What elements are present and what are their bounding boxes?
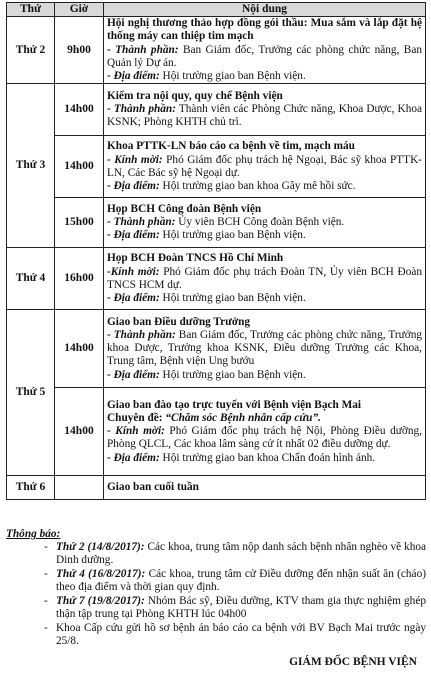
detail-text: Phó Giám đốc phụ trách hệ Ngoại, Bác sỹ khoa PTTK-LN, Các Bác sỹ hệ Ngoại dự. [107, 153, 422, 179]
event-title: Khoa PTTK-LN báo cáo ca bệnh về tim, mạch máu [107, 140, 355, 153]
table-row [7, 388, 426, 476]
content-cell [104, 388, 426, 476]
event-detail [107, 103, 422, 129]
notice-text: Các khoa, trung tâm cử Điều dưỡng đến nhận suất ăn (cháo) theo địa điểm và thời gian quy định. [56, 568, 426, 594]
list-item [6, 622, 426, 648]
list-item [6, 595, 426, 621]
detail-text: Phó Giám đốc phụ trách Đoàn TN, Ủy viên BCH Đoàn TNCS HCM dự. [107, 265, 423, 291]
table-row [7, 84, 426, 136]
table-row [7, 310, 426, 388]
notices-heading: Thông báo: [6, 528, 61, 540]
day-cell: Thứ 4 [7, 248, 55, 310]
event-detail [107, 216, 422, 229]
content-cell [104, 136, 426, 198]
detail-label: -Kính mời: [107, 265, 160, 278]
notice-date: Thứ 7 (19/8/2017): [56, 595, 145, 608]
time-cell: 16h00 [55, 248, 104, 310]
detail-label: - Thành phần: [107, 103, 176, 116]
detail-text: Hội trường giao ban Bệnh viện. [159, 291, 306, 304]
time-cell: 15h00 [55, 198, 104, 248]
content-cell [104, 248, 426, 310]
table-row [7, 17, 426, 84]
detail-label: - Địa điểm: [107, 179, 160, 192]
detail-text: Hội trường giao ban Bệnh viện. [159, 70, 306, 83]
detail-text: Phó Giám đốc phụ trách hệ Nội, Phòng Điều dưỡng, Phòng QLCL, Các khoa lâm sàng cử ít nhất 02 điều dưỡng dự. [107, 425, 422, 451]
detail-label: - Địa điểm: [107, 451, 160, 464]
detail-text: Thành viên các Phòng Chức năng, Khoa Dược, Khoa KSNK; Phòng KHTH chủ trì. [107, 103, 423, 129]
notice-date: Thứ 4 (16/8/2017): [56, 568, 146, 581]
detail-label: - Thành phần: [107, 328, 176, 341]
dash-bullet: - [44, 595, 48, 608]
header-content: Nội dung [104, 3, 426, 17]
event-detail [107, 44, 422, 70]
detail-text: Ủy viên BCH Công đoàn Bệnh viện. [175, 216, 345, 229]
time-cell: 14h00 [55, 310, 104, 388]
notices-section [6, 528, 426, 649]
table-row [7, 476, 426, 500]
notice-text: Các khoa, trung tâm nộp danh sách bệnh nhân nghèo về khoa Dinh dưỡng. [56, 541, 426, 567]
event-detail [107, 425, 422, 451]
list-item [6, 541, 426, 567]
detail-text: Hội trường giao ban Bệnh viện. [159, 229, 306, 242]
event-detail [107, 329, 422, 369]
weekly-schedule-table [6, 2, 426, 500]
dash-bullet: - [44, 621, 48, 634]
detail-text: Ban Giám đốc, Trưởng các phòng chức năng, Trưởng khoa Dược, Trưởng khoa KSNK, Điều dưỡng Trưởng các Khoa, Trung tâm, Bệnh viện Ung bướu [107, 328, 422, 368]
detail-label: - Kính mời: [107, 425, 165, 438]
content-cell [104, 310, 426, 388]
event-topic [107, 412, 422, 425]
event-title: Giao ban đào tạo trực tuyến với Bệnh viện Bạch Mai [107, 398, 362, 411]
day-cell: Thứ 5 [7, 310, 55, 476]
day-cell: Thứ 2 [7, 17, 55, 84]
event-detail [107, 292, 422, 305]
event-detail [107, 266, 422, 292]
event-title: Kiểm tra nội quy, quy chế Bệnh viện [107, 89, 283, 102]
detail-label: - Địa điểm: [107, 291, 160, 304]
notice-text: Khoa Cấp cứu gửi hồ sơ bệnh án báo cáo ca bệnh với BV Bạch Mai trước ngày 25/8. [56, 621, 426, 648]
topic-text: “Chăm sóc Bệnh nhân cấp cứu”. [165, 411, 321, 424]
time-cell [55, 476, 104, 500]
table-row [7, 198, 426, 248]
list-item [6, 568, 426, 594]
notice-date: Thứ 2 (14/8/2017): [56, 541, 145, 554]
header-day: Thứ [7, 3, 55, 17]
content-cell [104, 17, 426, 84]
header-time: Giờ [55, 3, 104, 17]
detail-label: - Kính mời: [107, 153, 163, 166]
detail-label: - Địa điểm: [107, 368, 160, 381]
time-cell: 14h00 [55, 84, 104, 136]
detail-text: Ban Giám đốc, Trưởng các phòng chức năng, Ban Quản lý Dự án. [107, 43, 422, 69]
event-detail [107, 229, 422, 242]
event-detail [107, 154, 422, 180]
event-title: Giao ban Điều dưỡng Trưởng [107, 315, 251, 328]
detail-text: Hội trường giao ban khoa Chẩn đoán hình ảnh. [159, 451, 376, 464]
event-title: Hội nghị thương thảo hợp đồng gói thầu: Mua sắm và lắp đặt hệ thống máy can thiệp tim mạch [107, 17, 422, 43]
detail-label: - Địa điểm: [107, 70, 160, 83]
content-cell [104, 84, 426, 136]
detail-text: Hội trường giao ban Bệnh viện. [159, 368, 306, 381]
dash-bullet: - [44, 568, 48, 581]
day-cell: Thứ 3 [7, 84, 55, 248]
event-title: Họp BCH Công đoàn Bệnh viện [107, 202, 262, 215]
content-cell [104, 476, 426, 500]
table-row [7, 248, 426, 310]
time-cell: 9h00 [55, 17, 104, 84]
event-detail [107, 70, 422, 83]
notices-list [6, 541, 426, 648]
detail-text: Hội trường giao ban khoa Gây mê hồi sức. [159, 179, 356, 192]
table-header-row [7, 3, 426, 17]
time-cell: 14h00 [55, 388, 104, 476]
detail-label: - Thành phần: [107, 43, 179, 56]
day-cell: Thứ 6 [7, 476, 55, 500]
event-title: Giao ban cuối tuần [107, 481, 199, 494]
table-row [7, 136, 426, 198]
dash-bullet: - [44, 541, 48, 554]
signature-title: GIÁM ĐỐC BỆNH VIỆN [289, 656, 417, 668]
time-cell: 14h00 [55, 136, 104, 198]
topic-prefix: Chuyên đề: [107, 411, 166, 424]
detail-label: - Thành phần: [107, 216, 176, 229]
content-cell [104, 198, 426, 248]
event-detail [107, 369, 422, 382]
detail-label: - Địa điểm: [107, 229, 160, 242]
event-detail [107, 180, 422, 193]
event-detail [107, 452, 422, 465]
event-title: Họp BCH Đoàn TNCS Hồ Chí Minh [107, 252, 284, 265]
notice-text: Nhóm Bác sỹ, Điều dưỡng, KTV tham gia thực nghiệm ghép thận tập trung tại Phòng KHTH lúc 04h00 [56, 595, 426, 621]
